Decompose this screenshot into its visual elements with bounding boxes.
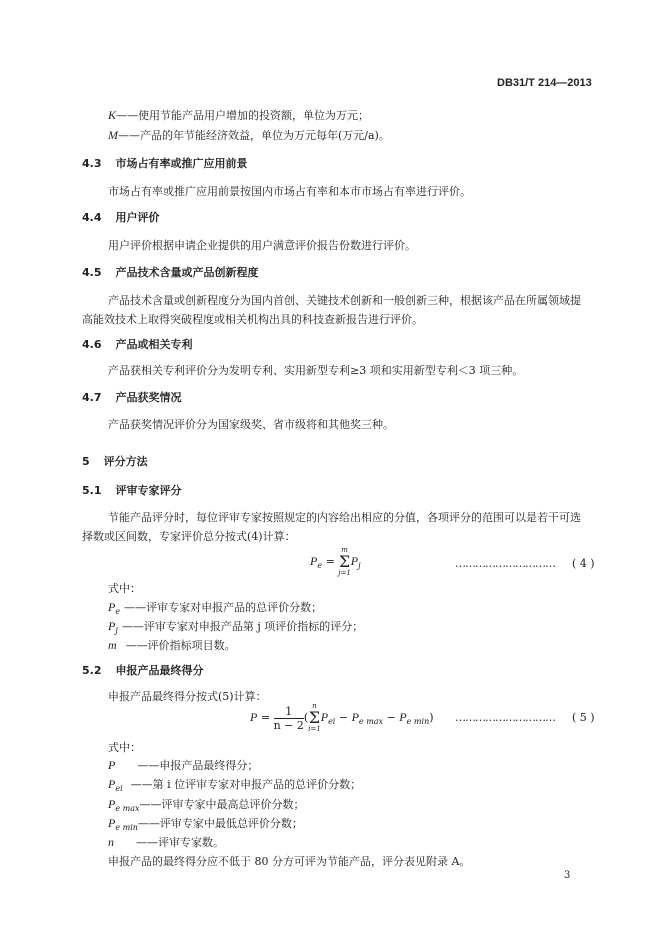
formula-5-number: ( 5 ) — [572, 711, 595, 724]
section-number: 4.3 — [82, 157, 102, 170]
section-4-4-body: 用户评价根据申请企业提供的用户满意评价报告份数进行评价。 — [108, 239, 416, 252]
formula-4 — [310, 546, 361, 578]
definition-p: P ——申报产品最终得分； — [108, 758, 259, 772]
section-title: 产品或相关专利 — [115, 338, 193, 351]
section-5-2-heading — [82, 662, 204, 678]
document-id: DB31/T 214—2013 — [497, 77, 592, 89]
definition-pemin: $P_{e min}——$评审专家中最低总评价分数； — [108, 816, 303, 832]
section-number: 5 — [82, 455, 90, 468]
section-4-5-body-line1: 产品技术含量或创新程度分为国内首创、关键技术创新和一般创新三种，根据该产品在所属领域提 — [108, 294, 581, 307]
definition-pei: $P_{ei}$ ——第 i 位评审专家对申报产品的总评价分数； — [108, 777, 362, 793]
definition-pe: $P_e$ ——评审专家对申报产品的总评价分数； — [108, 600, 323, 616]
section-number: 5.2 — [82, 664, 102, 677]
section-4-6-body: 产品获相关专利评价分为发明专利、实用新型专利≥3 项和实用新型专利＜3 项三种。 — [108, 364, 524, 377]
formula-equals: = — [325, 555, 335, 568]
section-title: 评分方法 — [103, 455, 148, 468]
section-number: 5.1 — [82, 484, 102, 497]
definition-n: n ——评审专家数。 — [108, 835, 224, 849]
section-4-6-heading — [82, 336, 193, 352]
section-title: 产品获奖情况 — [115, 391, 182, 404]
section-4-7-heading — [82, 389, 182, 405]
where-label: 式中： — [108, 582, 141, 595]
formula-4-leader: ………………………… — [455, 557, 555, 570]
formula-5: P = $\frac{1}{n - 2}$ ( n Σ i=1 $P_{ei} - P_{e max} - P_{e min}$) — [250, 702, 434, 733]
section-5-1-heading — [82, 482, 182, 498]
definition-k — [108, 107, 369, 123]
section-title: 市场占有率或推广应用前景 — [115, 157, 248, 170]
definition-text: ——使用节能产品用户增加的投资额，单位为万元； — [116, 109, 370, 122]
definition-m — [108, 127, 390, 143]
definition-text: ——产品的年节能经济效益，单位为万元每年(万元/a)。 — [118, 129, 390, 142]
summation-symbol: m Σ j=1 — [338, 546, 351, 577]
page-number: 3 — [564, 870, 571, 881]
section-4-5-heading — [82, 264, 259, 280]
formula-equals: = — [260, 711, 271, 724]
fraction: $\frac{1}{n - 2}$ — [273, 704, 304, 732]
section-number: 4.6 — [82, 338, 102, 351]
section-title: 评审专家评分 — [115, 484, 182, 497]
section-title: 产品技术含量或产品创新程度 — [115, 266, 259, 279]
formula-4-number: ( 4 ) — [572, 557, 595, 570]
section-4-7-body: 产品获奖情况评价分为国家级奖、省市级将和其他奖三种。 — [108, 418, 394, 431]
section-5-2-body: 申报产品最终得分按式(5)计算： — [108, 690, 267, 703]
formula-subscript: j — [358, 561, 361, 570]
final-score-note: 申报产品的最终得分应不低于 80 分方可评为节能产品，评分表见附录 A。 — [108, 855, 471, 868]
symbol: K — [108, 108, 117, 122]
section-title: 申报产品最终得分 — [115, 664, 204, 677]
definition-pemax: $P_{e max}——$评审专家中最高总评价分数； — [108, 797, 305, 813]
formula-symbol: P — [350, 554, 359, 568]
formula-subscript: e — [317, 561, 323, 570]
formula-symbol: P — [250, 710, 258, 724]
definition-m2: m ——评价指标项目数。 — [108, 638, 236, 652]
section-number: 4.4 — [82, 211, 102, 224]
section-5-1-body-line1: 节能产品评分时，每位评审专家按照规定的内容给出相应的分值，各项评分的范围可以是若干可选 — [108, 511, 581, 524]
section-5-1-body-line2: 择数或区间数，专家评价总分按式(4)计算： — [82, 530, 296, 543]
section-4-3-body: 市场占有率或推广应用前景按国内市场占有率和本市市场占有率进行评价。 — [108, 185, 471, 198]
section-5-heading — [82, 453, 148, 469]
summation-symbol: n Σ i=1 — [308, 702, 321, 733]
section-number: 4.7 — [82, 391, 102, 404]
where-label: 式中： — [108, 741, 141, 754]
formula-symbol: P — [310, 554, 318, 568]
symbol: M — [108, 128, 118, 142]
section-4-5-body-line2: 高能效技术上取得突破程度或相关机构出具的科技查新报告进行评价。 — [82, 313, 423, 326]
section-title: 用户评价 — [115, 211, 160, 224]
formula-5-leader: ………………………… — [455, 711, 555, 724]
section-number: 4.5 — [82, 266, 102, 279]
section-4-4-heading — [82, 209, 160, 225]
section-4-3-heading — [82, 155, 248, 171]
definition-pj: $P_j$ ——评审专家对申报产品第 j 项评价指标的评分； — [108, 619, 364, 635]
